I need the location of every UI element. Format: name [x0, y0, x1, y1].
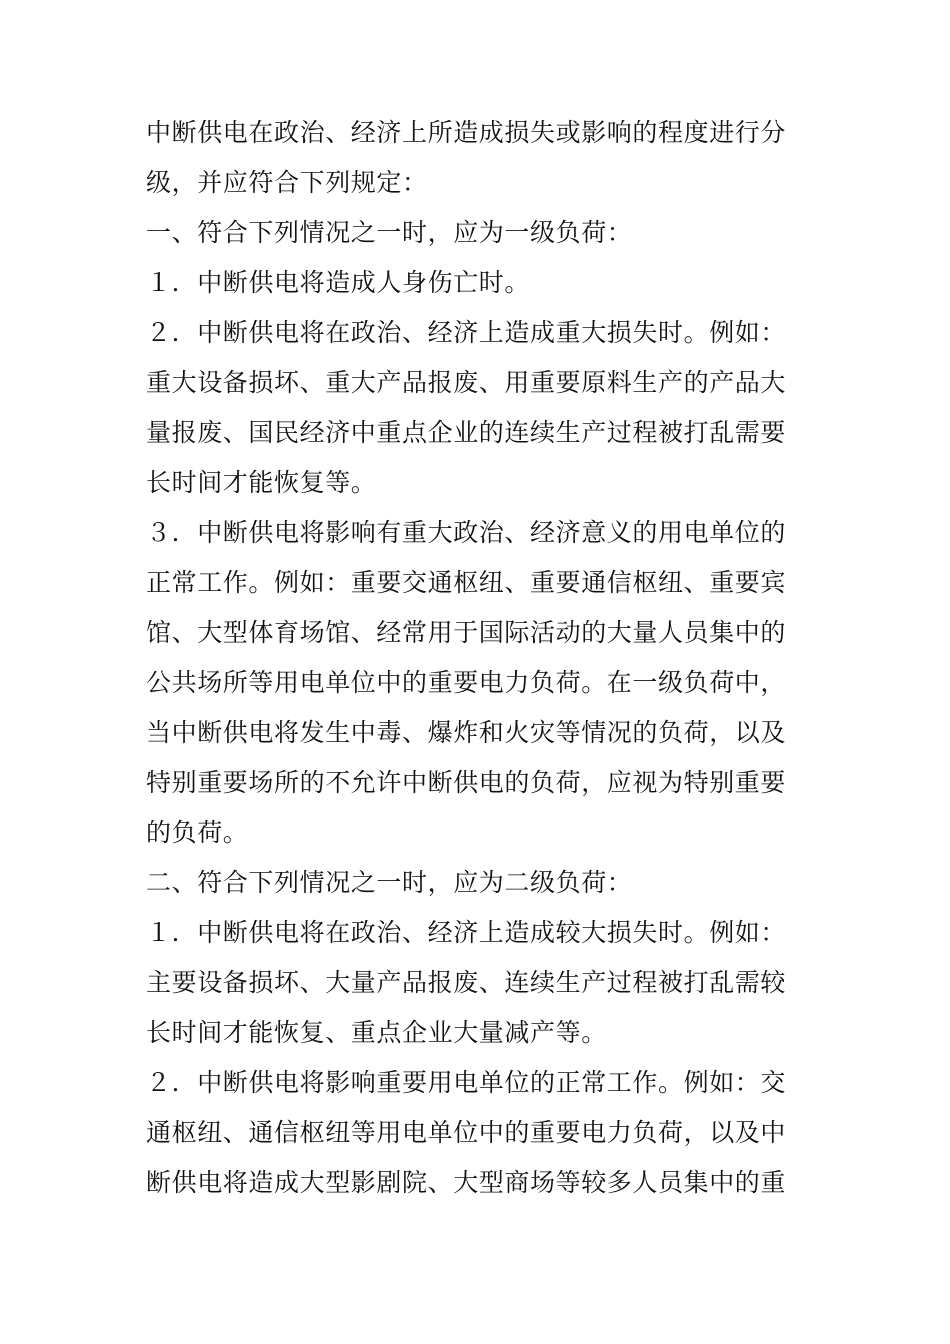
paragraph-level-one-item-3: ３．中断供电将影响有重大政治、经济意义的用电单位的正常工作。例如：重要交通枢纽、重要通信枢纽、重要宾馆、大型体育场馆、经常用于国际活动的大量人员集中的公共场所等用电单位中的重要电力负荷。在一级负荷中，当中断供电将发生中毒、爆炸和火灾等情况的负荷，以及特别重要场所的不允许中断供电的负荷，应视为特别重要的负荷。: [146, 518, 787, 847]
paragraph-intro: 中断供电在政治、经济上所造成损失或影响的程度进行分级，并应符合下列规定：: [146, 118, 787, 197]
paragraph-level-two-item-1: １．中断供电将在政治、经济上造成较大损失时。例如：主要设备损坏、大量产品报废、连续生产过程被打乱需较长时间才能恢复、重点企业大量减产等。: [146, 918, 787, 1047]
heading-level-one-load: 一、符合下列情况之一时，应为一级负荷：: [146, 218, 633, 247]
heading-level-two-load: 二、符合下列情况之一时，应为二级负荷：: [146, 868, 633, 897]
paragraph-level-one-item-1: １．中断供电将造成人身伤亡时。: [146, 268, 531, 297]
document-body: [146, 108, 786, 1208]
paragraph-level-two-item-2: ２．中断供电将影响重要用电单位的正常工作。例如：交通枢纽、通信枢纽等用电单位中的重要电力负荷，以及中断供电将造成大型影剧院、大型商场等较多人员集中的重: [146, 1068, 787, 1197]
paragraph-level-one-item-2: ２．中断供电将在政治、经济上造成重大损失时。例如：重大设备损坏、重大产品报废、用重要原料生产的产品大量报废、国民经济中重点企业的连续生产过程被打乱需要长时间才能恢复等。: [146, 318, 787, 497]
